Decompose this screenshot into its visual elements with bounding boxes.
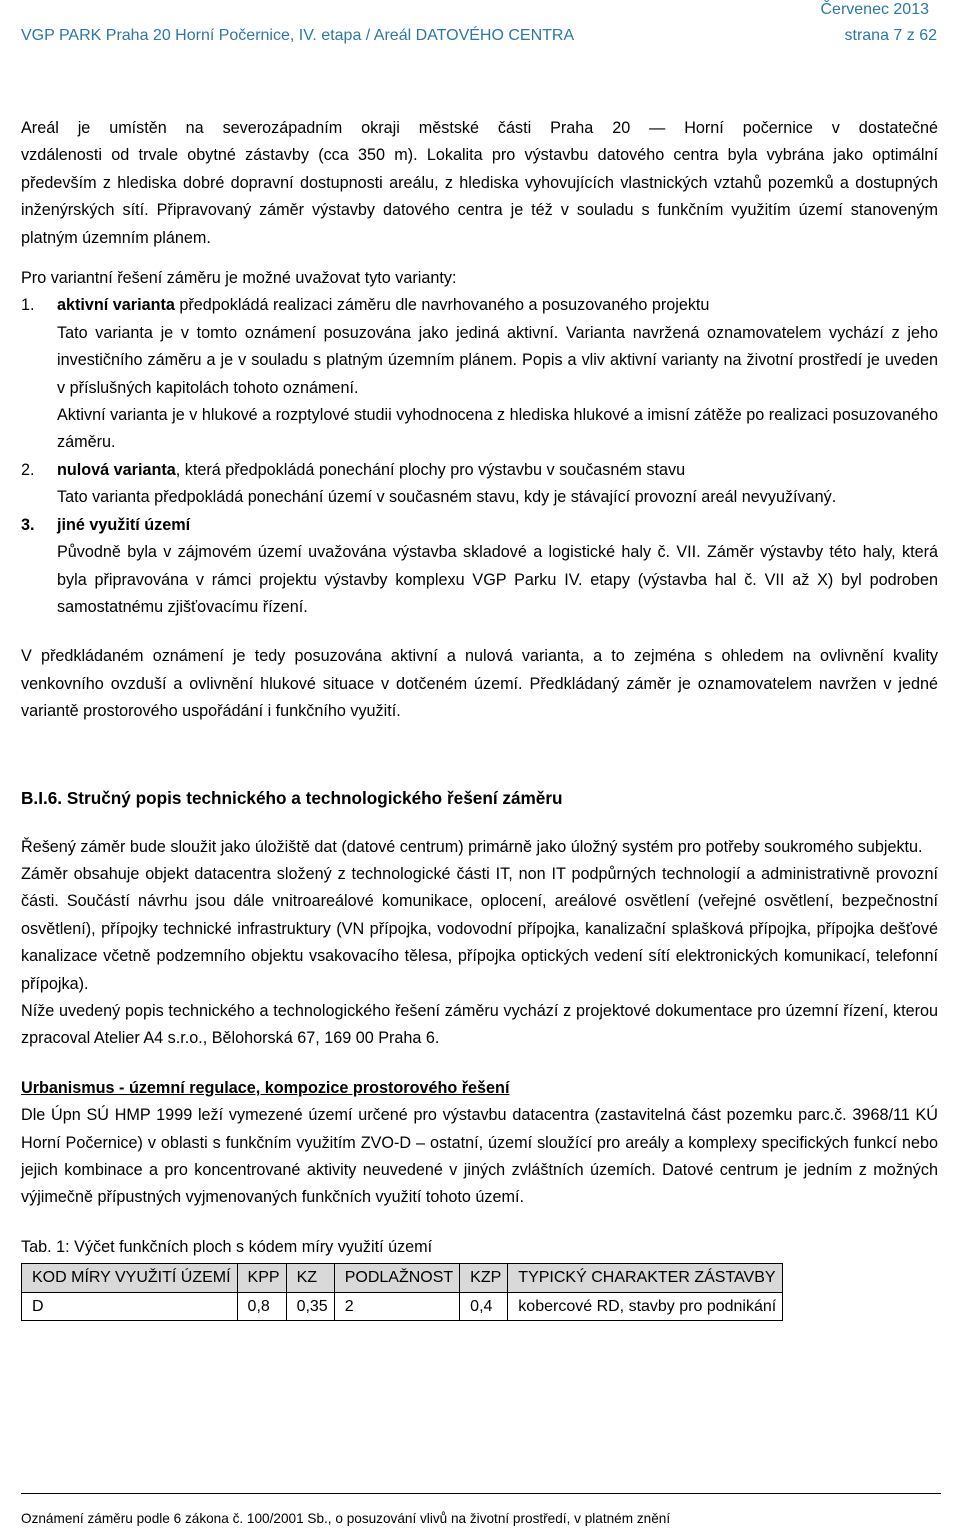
function-areas-table: [21, 1263, 783, 1321]
table-cell: 0,4: [460, 1292, 508, 1320]
summary-paragraph: V předkládaném oznámení je tedy posuzována aktivní a nulová varianta, a to zejména s ohledem na ovlivnění kvality venkovního ovzduší a ovlivnění hlukové situace v dotčeném území. Předkládaný záměr je oznamovatelem navržen v jedné variantě prostorového uspořádání i funkčního využití.: [21, 647, 938, 721]
variants-intro: Pro variantní řešení záměru je možné uvažovat tyto varianty:: [21, 269, 457, 288]
table-cell: 0,35: [286, 1292, 334, 1320]
variant-1-description: předpokládá realizaci záměru dle navrhovaného a posuzovaného projektu: [174, 296, 710, 315]
variant-1-paragraph-1: Tato varianta je v tomto oznámení posuzována jako jediná aktivní. Varianta navržená oznamovatelem vychází z jeho investičního záměru a je v souladu s platným územním plánem. Popis a vliv aktivní varianty na životní prostředí je uveden v příslušných kapitolách tohoto oznámení.: [57, 323, 938, 397]
footer-divider: [21, 1493, 941, 1494]
table-header-cell: PODLAŽNOST: [334, 1264, 459, 1292]
table-header-cell: KPP: [237, 1264, 286, 1292]
variant-1-paragraph-2: Aktivní varianta je v hlukové a rozptylové studii vyhodnocena z hlediska hlukové a imisní zátěže po realizaci posuzovaného záměru.: [57, 406, 938, 452]
section-paragraph-3: Níže uvedený popis technického a technologického řešení záměru vychází z projektové dokumentace pro územní řízení, kterou zpracoval Atelier A4 s.r.o., Bělohorská 67, 169 00 Praha 6.: [21, 1001, 938, 1048]
table-header-cell: TYPICKÝ CHARAKTER ZÁSTAVBY: [508, 1264, 783, 1292]
variant-2-title: nulová varianta: [57, 460, 176, 479]
document-body: [21, 115, 938, 1321]
table-cell: 2: [334, 1292, 459, 1320]
table-header-row: [22, 1264, 783, 1292]
variant-2-number: 2.: [21, 460, 35, 479]
table-header-cell: KOD MÍRY VYUŽITÍ ÚZEMÍ: [22, 1264, 238, 1292]
urbanism-paragraph: Dle Úpn SÚ HMP 1999 leží vymezené území určené pro výstavbu datacentra (zastavitelná část pozemku parc.č. 3968/11 KÚ Horní Počernice) v oblasti s funkčním využitím ZVO-D – ostatní, území sloužící pro areály a komplexy specifických funkcí nebo jejich kombinace a pro koncentrované aktivity neuvedené v jiných zvláštních územích. Datové centrum je jedním z možných výjimečně přípustných vyjmenovaných funkčních využití tohoto území.: [21, 1106, 938, 1207]
intro-line-1: Areál je umístěn na severozápadním okraji městské části Praha 20 — Horní počernice v dostatečné: [21, 119, 938, 137]
header-date: Červenec 2013: [820, 1, 929, 18]
table-cell: D: [22, 1292, 238, 1320]
table-caption: Tab. 1: Výčet funkčních ploch s kódem míry využití území: [21, 1237, 433, 1256]
table-header-cell: KZ: [286, 1264, 334, 1292]
variant-2-paragraph: Tato varianta předpokládá ponechání území v současném stavu, kdy je stávající provozní areál nevyužívaný.: [57, 488, 837, 507]
variant-2-description: , která předpokládá ponechání plochy pro výstavbu v současném stavu: [175, 460, 686, 479]
table-cell: kobercové RD, stavby pro podnikání: [508, 1292, 783, 1320]
variant-3: [21, 512, 938, 539]
variant-3-paragraph: Původně byla v zájmovém území uvažována výstavba skladové a logistické haly č. VII. Záměr výstavby této haly, která byla připravována v rámci projektu výstavby komplexu VGP Parku IV. etapy (výstavba hal č. VII až X) byl podroben samostatnému zjišťovacímu řízení.: [57, 543, 938, 616]
variant-1-title: aktivní varianta: [57, 296, 175, 315]
variant-3-number: 3.: [21, 515, 35, 534]
intro-paragraph: vzdálenosti od trvale obytné zástavby (cca 350 m). Lokalita pro výstavbu datového centra byla vybrána jako optimální především z hlediska dobré dopravní dostupnosti areálu, z hlediska vyhovujících vlastnických vztahů pozemků a dostupných inženýrských sítí. Připravovaný záměr výstavby datového centra je též v souladu s funkčním využitím území stanoveným platným územním plánem.: [21, 146, 938, 247]
table-header-cell: KZP: [460, 1264, 508, 1292]
table-cell: 0,8: [237, 1292, 286, 1320]
footer-text: Oznámení záměru podle 6 zákona č. 100/2001 Sb., o posuzování vlivů na životní prostředí, v platném znění: [21, 1511, 671, 1526]
variant-3-title: jiné využití území: [57, 515, 191, 534]
section-paragraph-2: Záměr obsahuje objekt datacentra složený z technologické části IT, non IT podpůrných technologií a administrativně provozní části. Součástí návrhu jsou dále vnitroareálové komunikace, oplocení, areálové osvětlení (veřejné osvětlení, bezpečnostní osvětlení), přípojky technické infrastruktury (VN přípojka, vodovodní přípojka, kanalizační splašková přípojka, přípojka dešťové kanalizace včetně podzemního objektu vsakovacího tělesa, přípojka optických vedení sítí elektronických komunikací, telefonní přípojka).: [21, 864, 938, 993]
variant-1-number: 1.: [21, 296, 35, 315]
table-row: [22, 1292, 783, 1320]
urbanism-title: Urbanismus - územní regulace, kompozice prostorového řešení: [21, 1078, 510, 1097]
section-title: B.I.6. Stručný popis technického a technologického řešení záměru: [21, 787, 563, 808]
variant-2: [21, 457, 938, 484]
header-page-number: strana 7 z 62: [844, 27, 937, 44]
variant-1: [21, 292, 938, 319]
page-header: [21, 27, 937, 45]
section-paragraph-1: Řešený záměr bude sloužit jako úložiště dat (datové centrum) primárně jako úložný systém pro potřeby soukromého subjektu.: [21, 837, 923, 856]
header-project-title: VGP PARK Praha 20 Horní Počernice, IV. etapa / Areál DATOVÉHO CENTRA: [21, 27, 575, 44]
